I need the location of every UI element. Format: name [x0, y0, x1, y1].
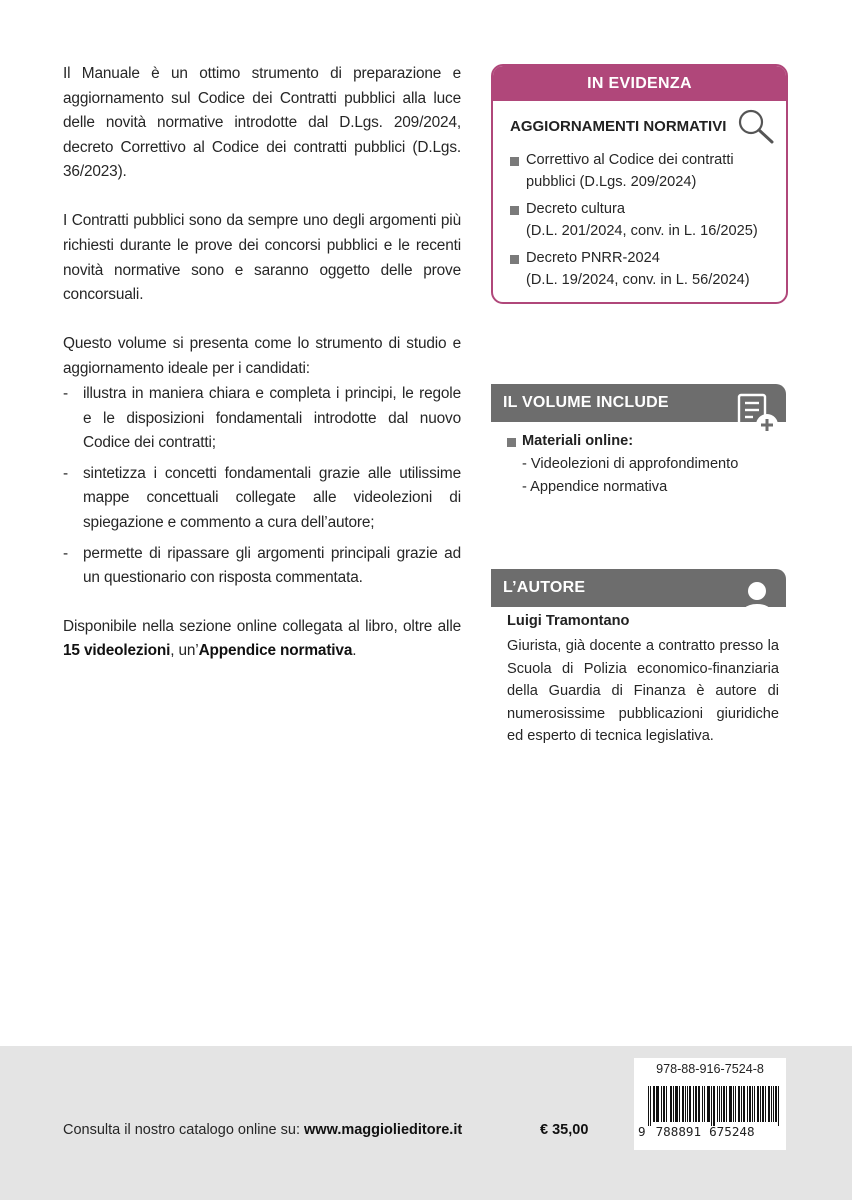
barcode-bar: [711, 1086, 712, 1126]
author-name: Luigi Tramontano: [507, 613, 630, 629]
intro-paragraph-1: Il Manuale è un ottimo strumento di preparazione e aggiornamento sul Codice dei Contratti pubblici alla luce delle novità normative introdotte dal D.Lgs. 209/2024, decreto Correttivo al Codice dei contratti pubblici (D.Lgs. 36/2023).: [63, 65, 461, 181]
barcode-bar: [769, 1086, 770, 1122]
bullet-square-icon: [507, 438, 516, 447]
magnifier-icon: [734, 106, 778, 146]
barcode-bar: [671, 1086, 672, 1122]
barcode-bar: [675, 1086, 676, 1122]
barcode-bar: [690, 1086, 691, 1122]
barcode-bar: [752, 1086, 753, 1122]
barcode-bar: [687, 1086, 688, 1122]
barcode-bar: [726, 1086, 727, 1122]
barcode-bar: [653, 1086, 654, 1122]
barcode-bar: [731, 1086, 732, 1122]
author-header: [491, 569, 786, 607]
barcode-bar: [708, 1086, 709, 1122]
barcode-bar: [656, 1086, 657, 1122]
barcode-bar: [735, 1086, 736, 1122]
catalog-note: Consulta il nostro catalogo online su: www.maggiolieditore.it: [63, 1122, 463, 1138]
barcode-bar: [677, 1086, 678, 1122]
author-bio: Giurista, già docente a contratto presso la Scuola di Polizia economico-finanziaria della Guardia di Finanza è autore di numerosissime pubblicazioni giuridiche ed esperto di tecnica legislativa.: [507, 638, 779, 745]
barcode-bar: [714, 1086, 715, 1126]
volume-header-title: IL VOLUME INCLUDE: [503, 394, 669, 411]
barcode-bar: [771, 1086, 772, 1122]
highlight-box: [491, 64, 788, 304]
volume-subitem: - Videolezioni di approfondimento: [522, 455, 739, 472]
barcode-bar: [650, 1086, 651, 1126]
barcode-bar: [738, 1086, 739, 1122]
barcode-bar: [775, 1086, 776, 1122]
barcode: [634, 1058, 786, 1150]
intro-paragraph-2: I Contratti pubblici sono da sempre uno degli argomenti più richiesti durante le prove dei concorsi pubblici e le recenti novità normative sono e saranno oggetto delle prove concorsuali.: [63, 212, 461, 304]
barcode-bar: [762, 1086, 763, 1122]
barcode-bar: [702, 1086, 703, 1122]
volume-subitem: - Appendice normativa: [522, 478, 668, 495]
barcode-bar: [685, 1086, 686, 1122]
intro-paragraph-3: Questo volume si presenta come lo strumento di studio e aggiornamento ideale per i candidati:: [63, 335, 461, 377]
barcode-bar: [682, 1086, 683, 1122]
barcode-bar: [776, 1086, 777, 1122]
barcode-bar: [754, 1086, 755, 1122]
highlight-box-subtitle: AGGIORNAMENTI NORMATIVI: [510, 118, 727, 135]
barcode-bar: [749, 1086, 750, 1122]
barcode-bar: [658, 1086, 659, 1122]
barcode-bar: [729, 1086, 730, 1122]
barcode-bar: [699, 1086, 700, 1122]
barcode-bar: [707, 1086, 708, 1122]
barcode-bar: [676, 1086, 677, 1122]
barcode-bar: [717, 1086, 718, 1122]
barcode-bar: [723, 1086, 724, 1122]
update-item: Decreto PNRR-2024 (D.L. 19/2024, conv. in L. 56/2024): [510, 247, 780, 291]
barcode-bar: [657, 1086, 658, 1122]
bullet-square-icon: [510, 206, 519, 215]
barcode-bar: [763, 1086, 764, 1122]
barcode-bar: [730, 1086, 731, 1122]
feature-item: - permette di ripassare gli argomenti principali grazie ad un questionario con risposta commentata.: [63, 544, 461, 587]
bullet-square-icon: [510, 157, 519, 166]
update-item: Correttivo al Codice dei contratti pubblici (D.Lgs. 209/2024): [510, 149, 780, 193]
feature-item: - illustra in maniera chiara e completa i principi, le regole e le disposizioni fondamentali introdotte dal nuovo Codice dei contratti;: [63, 385, 461, 452]
volume-item: Materiali online:: [507, 430, 738, 453]
description-column: [63, 62, 461, 688]
barcode-bar: [719, 1086, 720, 1122]
barcode-bar: [733, 1086, 734, 1122]
barcode-bars: [648, 1086, 780, 1126]
volume-contents: [507, 430, 738, 498]
barcode-bar: [648, 1086, 649, 1126]
barcode-bar: [664, 1086, 665, 1122]
isbn-label: 978-88-916-7524-8: [656, 1062, 764, 1076]
barcode-bar: [760, 1086, 761, 1122]
document-add-icon: [731, 389, 783, 441]
barcode-bar: [747, 1086, 748, 1122]
barcode-bar: [666, 1086, 667, 1122]
barcode-bar: [743, 1086, 744, 1122]
barcode-bar: [693, 1086, 694, 1122]
features-list: [63, 382, 461, 591]
barcode-bar: [768, 1086, 769, 1122]
ean-digits: 9 788891 675248: [638, 1124, 755, 1139]
barcode-bar: [724, 1086, 725, 1122]
barcode-bar: [741, 1086, 742, 1122]
price-label: € 35,00: [540, 1122, 589, 1138]
barcode-bar: [695, 1086, 696, 1122]
barcode-bar: [758, 1086, 759, 1122]
barcode-bar: [721, 1086, 722, 1122]
barcode-bar: [689, 1086, 690, 1122]
barcode-bar: [765, 1086, 766, 1122]
barcode-bar: [698, 1086, 699, 1122]
highlight-box-title: IN EVIDENZA: [493, 66, 786, 101]
barcode-bar: [750, 1086, 751, 1122]
bullet-square-icon: [510, 255, 519, 264]
catalog-link[interactable]: www.maggiolieditore.it: [304, 1122, 463, 1138]
volume-header: [491, 384, 786, 422]
feature-item: - sintetizza i concetti fondamentali grazie alle utilissime mappe concettuali collegate alle videolezioni di spiegazione e commento a cura dell’autore;: [63, 464, 461, 531]
user-icon: [731, 574, 783, 626]
barcode-bar: [757, 1086, 758, 1122]
barcode-bar: [744, 1086, 745, 1122]
barcode-bar: [696, 1086, 697, 1122]
barcode-bar: [704, 1086, 705, 1122]
barcode-bar: [673, 1086, 674, 1122]
barcode-bar: [663, 1086, 664, 1122]
online-materials-note: Disponibile nella sezione online collegata al libro, oltre alle 15 videolezioni, un’Appendice normativa.: [63, 617, 461, 660]
barcode-bar: [683, 1086, 684, 1122]
barcode-bar: [773, 1086, 774, 1122]
author-header-title: L’AUTORE: [503, 579, 586, 596]
barcode-bar: [661, 1086, 662, 1122]
barcode-bar: [739, 1086, 740, 1122]
updates-list: [510, 149, 780, 296]
update-item: Decreto cultura (D.L. 201/2024, conv. in L. 16/2025): [510, 198, 780, 242]
barcode-bar: [778, 1086, 779, 1126]
barcode-bar: [679, 1086, 680, 1122]
barcode-bar: [670, 1086, 671, 1122]
barcode-bar: [709, 1086, 710, 1122]
barcode-bar: [713, 1086, 714, 1126]
barcode-bar: [654, 1086, 655, 1122]
